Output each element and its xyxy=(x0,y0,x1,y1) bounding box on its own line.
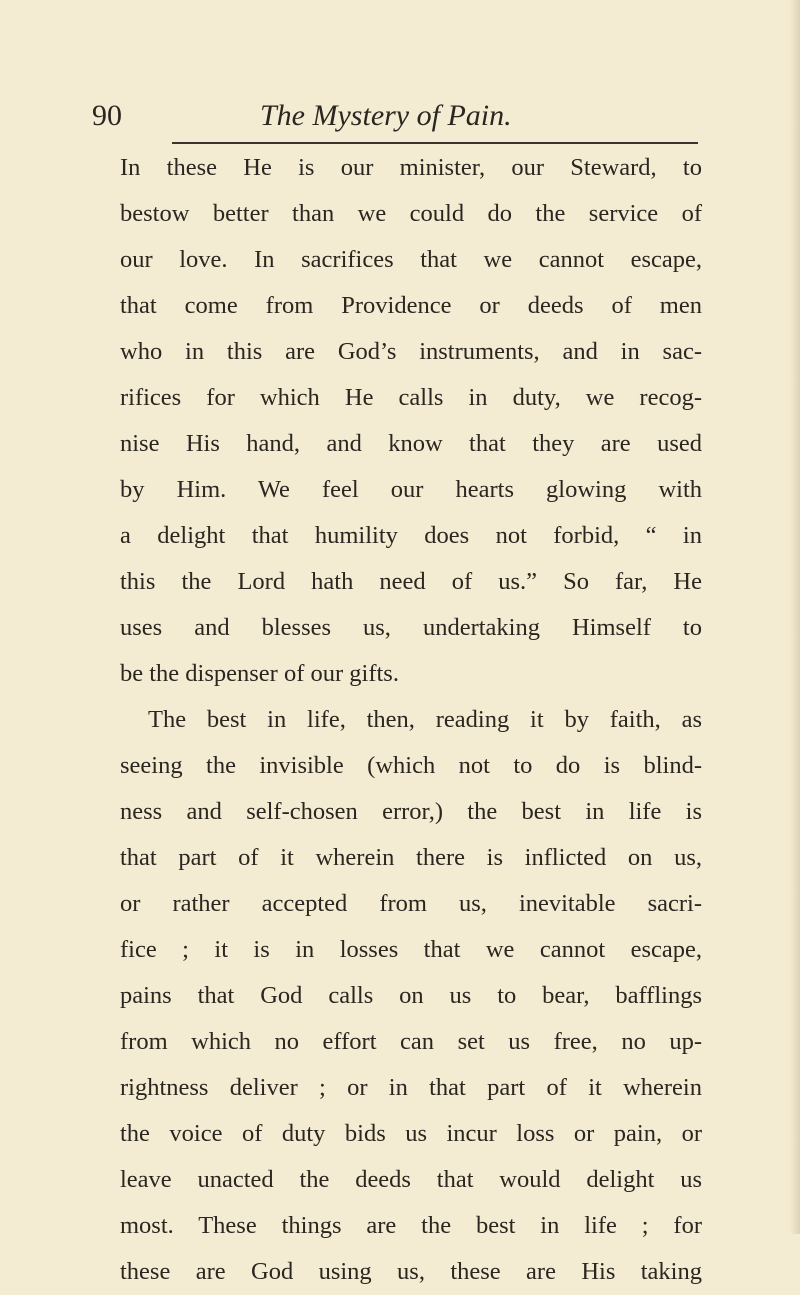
text-line: most. These things are the best in life ; for xyxy=(120,1212,702,1239)
text-line: that come from Providence or deeds of men xyxy=(120,292,702,319)
text-line: rightness deliver ; or in that part of it wherein xyxy=(120,1074,702,1101)
text-line: or rather accepted from us, inevitable sacri- xyxy=(120,890,702,917)
text-line: uses and blesses us, undertaking Himself to xyxy=(120,614,702,641)
text-line: our love. In sacrifices that we cannot escape, xyxy=(120,246,702,273)
text-line: nise His hand, and know that they are used xyxy=(120,430,702,457)
page-number: 90 xyxy=(92,99,122,132)
text-line: a delight that humility does not forbid, “ in xyxy=(120,522,702,549)
text-line: rifices for which He calls in duty, we recog- xyxy=(120,384,702,411)
text-line: who in this are God’s instruments, and in sac- xyxy=(120,338,702,365)
text-line: pains that God calls on us to bear, bafflings xyxy=(120,982,702,1009)
text-line: fice ; it is in losses that we cannot escape, xyxy=(120,936,702,963)
header-rule xyxy=(172,142,698,144)
text-line: from which no effort can set us free, no up- xyxy=(120,1028,702,1055)
text-line: that part of it wherein there is inflicted on us, xyxy=(120,844,702,871)
text-line: leave unacted the deeds that would delight us xyxy=(120,1166,702,1193)
text-line: this the Lord hath need of us.” So far, He xyxy=(120,568,702,595)
text-line: In these He is our minister, our Steward, to xyxy=(120,154,702,181)
text-line: by Him. We feel our hearts glowing with xyxy=(120,476,702,503)
text-line: The best in life, then, reading it by faith, as xyxy=(148,706,702,733)
text-line: bestow better than we could do the service of xyxy=(120,200,702,227)
page-edge-shadow xyxy=(790,0,800,1234)
text-line: ness and self-chosen error,) the best in life is xyxy=(120,798,702,825)
running-header xyxy=(92,88,702,138)
text-line: these are God using us, these are His taking xyxy=(120,1258,702,1285)
text-line: be the dispenser of our gifts. xyxy=(120,660,399,687)
body-text xyxy=(120,145,702,1295)
text-line: the voice of duty bids us incur loss or pain, or xyxy=(120,1120,702,1147)
running-title: The Mystery of Pain. xyxy=(260,99,512,132)
text-line: seeing the invisible (which not to do is blind- xyxy=(120,752,702,779)
